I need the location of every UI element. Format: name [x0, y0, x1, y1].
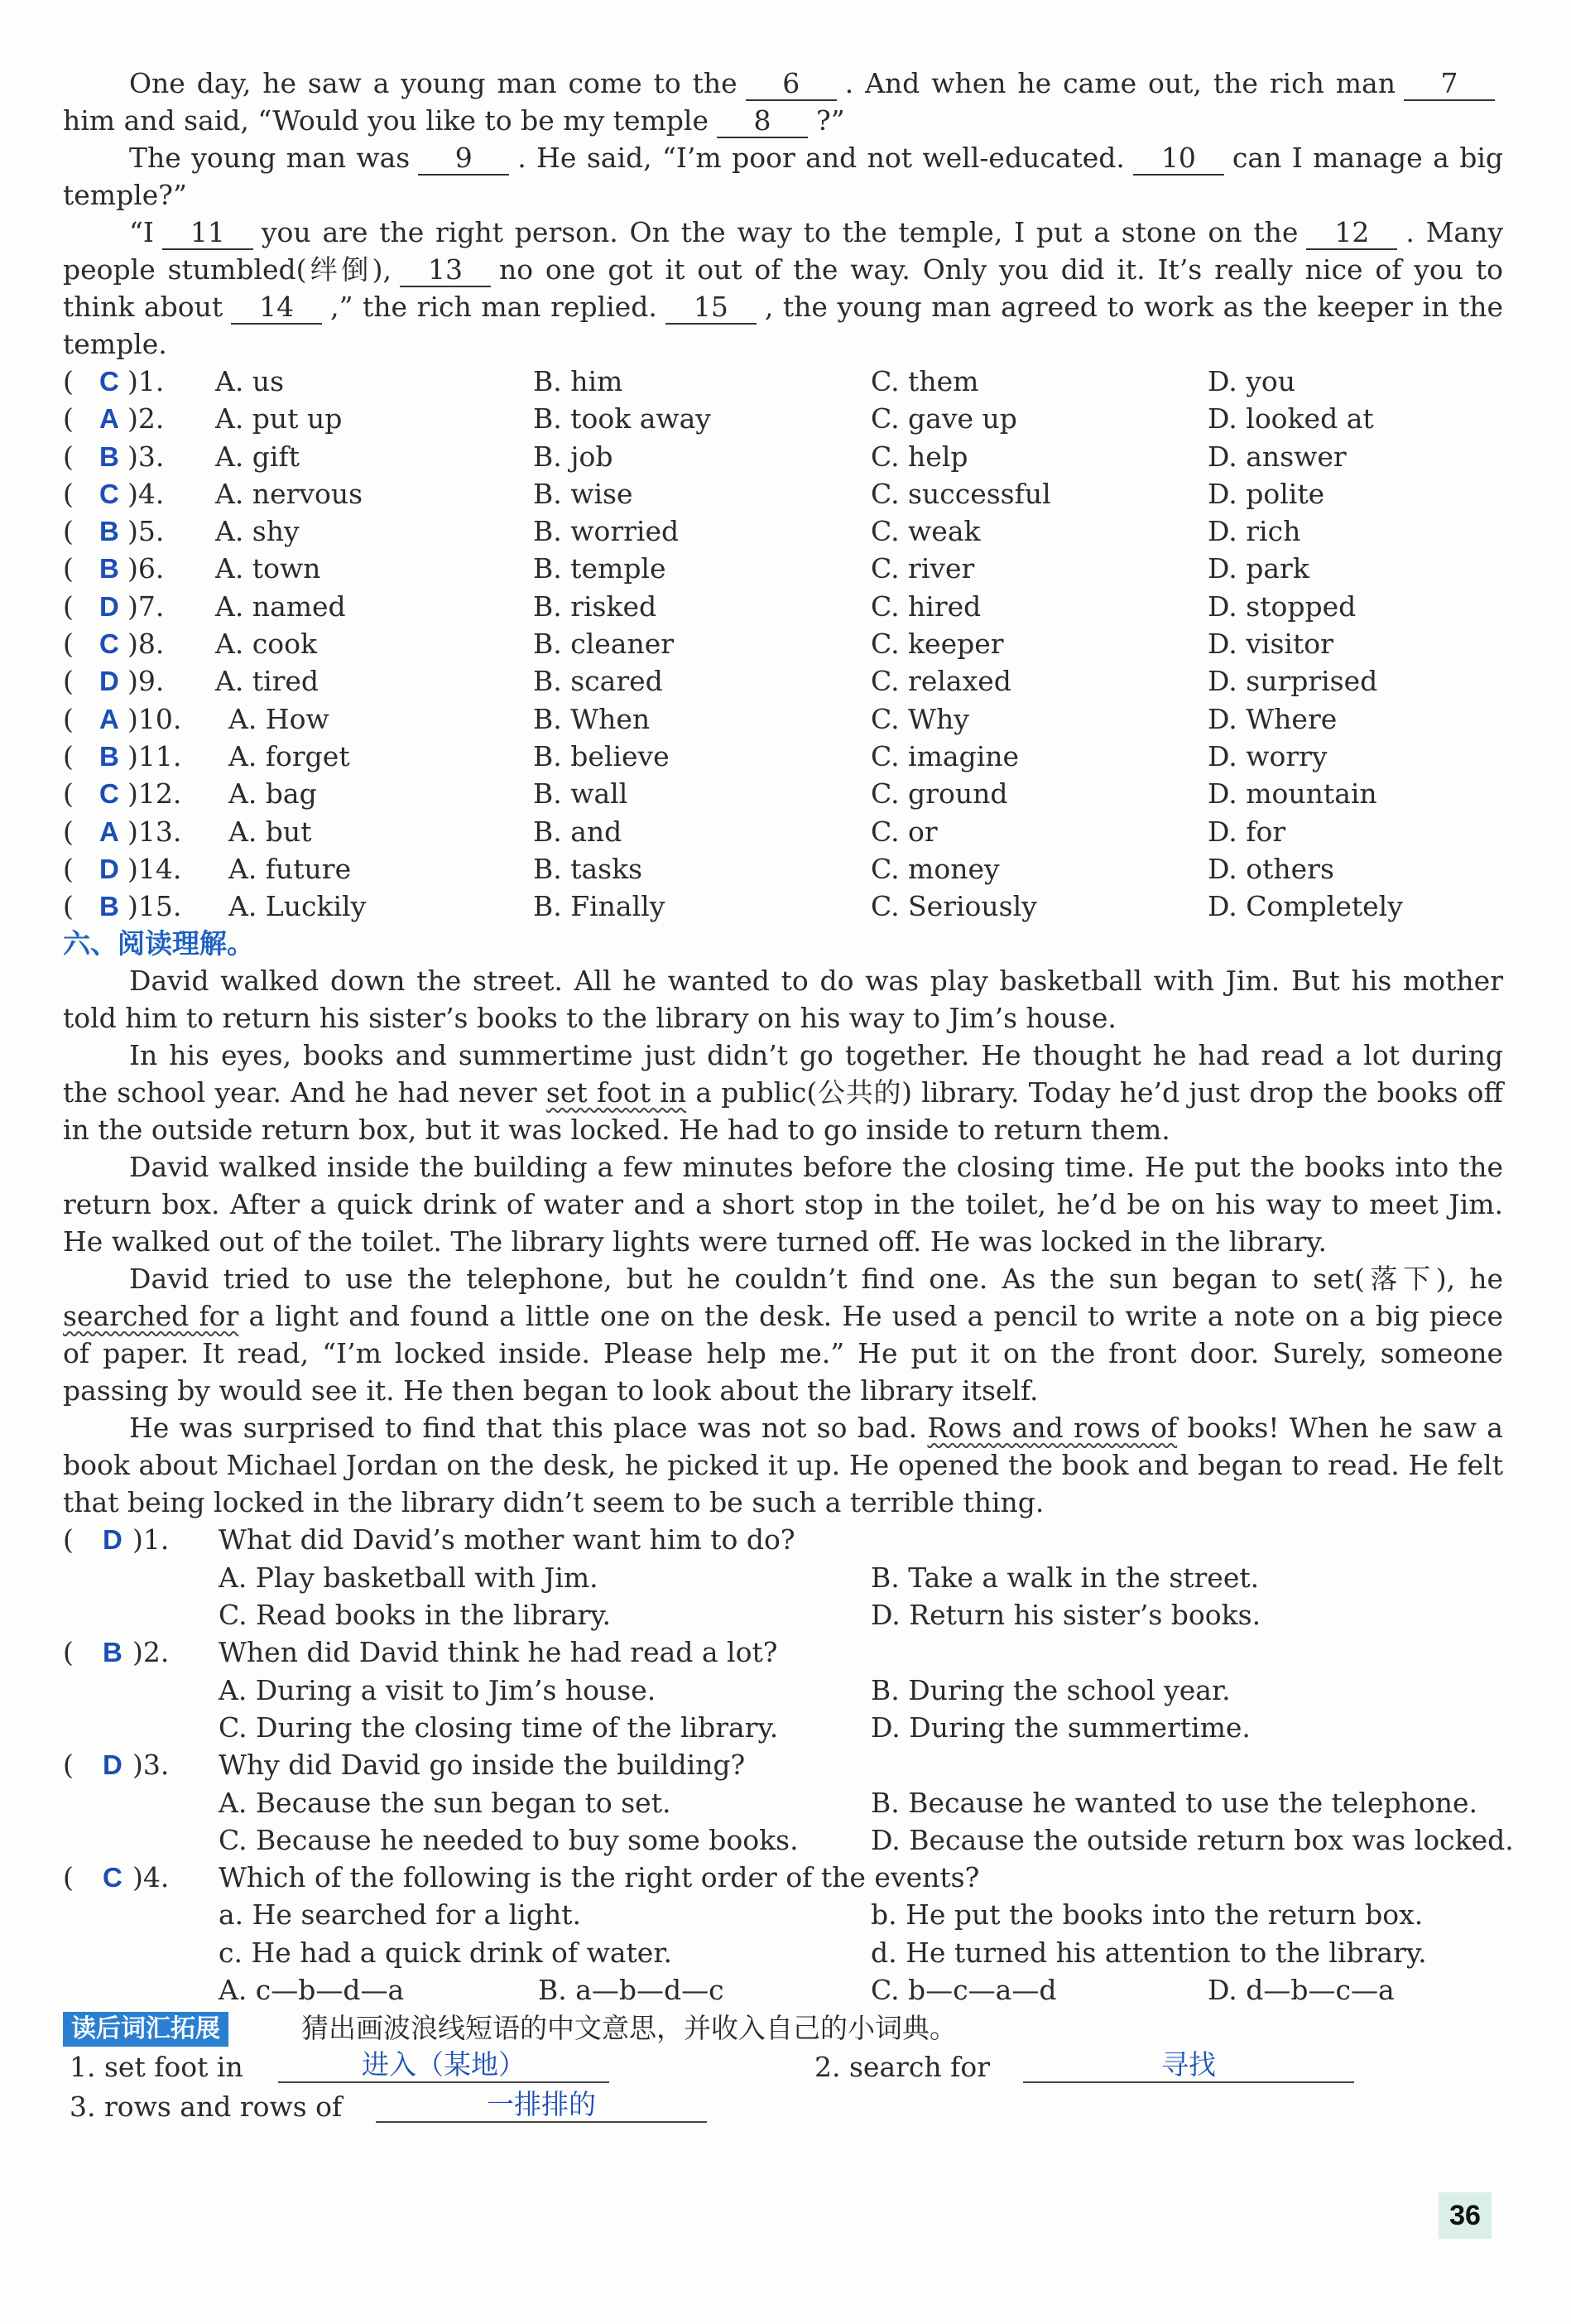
cloze-question-row: ( D )9. A. tired B. scared C. relaxed D. surprised: [63, 662, 1503, 700]
answer-mark: D: [103, 1524, 123, 1556]
blank-9: 9: [418, 142, 509, 176]
reading-question-4: ( C )4. Which of the following is the right order of the events? a. He searched for a light. b. He put the books into the return box. c. He had a quick drink of water. d. He turned his attention to the library. A. c—b—d—a B. a—b—d—c C. b—c—a—d D. d—b—c—a: [63, 1859, 1503, 2009]
vocab-tag: 读后词汇拓展: [63, 2012, 228, 2047]
blank-13: 13: [400, 254, 491, 287]
answer-mark: C: [103, 1862, 123, 1893]
answer-mark: B: [99, 516, 119, 547]
vocab-row-1: 1. set foot in 进入（某地） 2. search for 寻找: [63, 2048, 1503, 2088]
vocab-row-2: 3. rows and rows of 一排排的: [63, 2088, 1503, 2128]
reading-paragraph-1: David walked down the street. All he wanted to do was play basketball with Jim. But his mother told him to return his sister’s books to the library on his way to Jim’s house.: [63, 965, 1503, 1035]
blank-6: 6: [746, 68, 837, 101]
answer-mark: B: [103, 1637, 123, 1668]
answer-mark: B: [99, 440, 119, 472]
reading-paragraph-2: In his eyes, books and summertime just didn’t go together. He thought he had read a lot during the school year. And he had never set foot in a public(公共的) library. Today he’d just drop the books off in the outside return box, but it was locked. He had to go inside to return them.: [63, 1039, 1503, 1147]
blank-14: 14: [231, 291, 322, 325]
answer-mark: D: [99, 853, 119, 884]
blank-15: 15: [665, 291, 757, 325]
answer-mark: D: [99, 666, 119, 697]
reading-paragraph-5: He was surprised to find that this place was not so bad. Rows and rows of books! When he saw a book about Michael Jordan on the desk, he picked it up. He opened the book and began to read. He felt that being locked in the library didn’t seem to be such a terrible thing.: [63, 1412, 1503, 1519]
cloze-question-row: ( C )12. A. bag B. wall C. ground D. mountain: [63, 775, 1503, 812]
answer-mark: A: [99, 816, 119, 847]
cloze-question-row: ( C )1. A. us B. him C. them D. you: [63, 363, 1503, 400]
reading-paragraph-4: David tried to use the telephone, but he couldn’t find one. As the sun began to set(落下), he searched for a light and found a little one on the desk. He used a pencil to write a note on a big piece of paper. It read, “I’m locked inside. Please help me.” He put it on the front door. Surely, someone passing by would see it. He then began to look about the library itself.: [63, 1263, 1503, 1407]
answer-mark: B: [99, 740, 119, 772]
cloze-question-row: ( C )4. A. nervous B. wise C. successful D. polite: [63, 475, 1503, 512]
blank-8: 8: [717, 105, 808, 138]
answer-mark: C: [99, 778, 119, 810]
cloze-question-row: ( A )10. A. How B. When C. Why D. Where: [63, 700, 1503, 738]
vocab-instruction: 猜出画波浪线短语的中文意思，并收入自己的小词典。: [301, 2012, 957, 2045]
blank-10: 10: [1133, 142, 1224, 176]
answer-mark: A: [99, 403, 119, 435]
wavy-phrase: Rows and rows of: [927, 1412, 1178, 1445]
answer-mark: B: [99, 891, 119, 922]
reading-paragraph-3: David walked inside the building a few minutes before the closing time. He put the books into the return box. After a quick drink of water and a short stop in the toilet, he’d be on his way to meet Jim. He walked out of the toilet. The library lights were turned off. He was locked in the library.: [63, 1151, 1503, 1258]
cloze-paragraph-3: “I 11 you are the right person. On the way to the temple, I put a stone on the 12 . Many people stumbled(绊倒), 13 no one got it out of the way. Only you did it. It’s really nice of you to think about 14 ,” the rich man replied. 15 , the young man agreed to work as the keeper in the temple.: [63, 216, 1504, 360]
cloze-paragraph-1: One day, he saw a young man come to the 6 . And when he came out, the rich man 7him and said, “Would you like to be my temple 8 ?”: [63, 65, 1503, 139]
answer-mark: D: [99, 590, 119, 622]
vocab-answer: 一排排的: [376, 2088, 707, 2123]
blank-11: 11: [162, 217, 253, 250]
cloze-options: [63, 363, 1503, 925]
answer-mark: B: [99, 553, 119, 585]
cloze-question-row: ( B )15. A. Luckily B. Finally C. Seriously D. Completely: [63, 888, 1503, 925]
cloze-question-row: ( B )5. A. shy B. worried C. weak D. rich: [63, 512, 1503, 550]
wavy-phrase: set foot in: [545, 1076, 687, 1109]
cloze-question-row: ( A )13. A. but B. and C. or D. for: [63, 813, 1503, 850]
blank-12: 12: [1306, 217, 1397, 250]
cloze-question-row: ( B )11. A. forget B. believe C. imagine D. worry: [63, 738, 1503, 775]
vocab-answer: 进入（某地）: [278, 2048, 609, 2083]
answer-mark: C: [99, 366, 119, 397]
cloze-paragraph-2: The young man was 9 . He said, “I’m poor and not well-educated. 10 can I manage a big temple?”: [63, 142, 1503, 211]
wavy-phrase: searched for: [63, 1300, 239, 1333]
answer-mark: D: [103, 1749, 123, 1781]
answer-mark: C: [99, 628, 119, 660]
vocab-answer: 寻找: [1023, 2048, 1354, 2083]
vocab-extension-header: [63, 2009, 1503, 2048]
reading-question-3: ( D )3. Why did David go inside the building? A. Because the sun began to set. B. Because he wanted to use the telephone. C. Because he needed to buy some books. D. Because the outside return box was locked.: [63, 1746, 1503, 1859]
reading-question-1: ( D )1. What did David’s mother want him to do? A. Play basketball with Jim. B. Take a walk in the street. C. Read books in the library. D. Return his sister’s books.: [63, 1521, 1503, 1634]
worksheet-page: [63, 65, 1514, 2128]
cloze-question-row: ( D )7. A. named B. risked C. hired D. stopped: [63, 588, 1503, 625]
cloze-question-row: ( C )8. A. cook B. cleaner C. keeper D. visitor: [63, 625, 1503, 662]
cloze-question-row: ( A )2. A. put up B. took away C. gave up D. looked at: [63, 400, 1503, 437]
cloze-question-row: ( D )14. A. future B. tasks C. money D. others: [63, 850, 1503, 888]
cloze-question-row: ( B )6. A. town B. temple C. river D. park: [63, 550, 1503, 587]
section-title-reading: 六、阅读理解。: [63, 927, 254, 960]
page-number: 36: [1439, 2192, 1492, 2239]
blank-7: 7: [1404, 68, 1495, 101]
reading-question-2: ( B )2. When did David think he had read a lot? A. During a visit to Jim’s house. B. During the school year. C. During the closing time of the library. D. During the summertime.: [63, 1634, 1503, 1746]
answer-mark: A: [99, 703, 119, 734]
cloze-question-row: ( B )3. A. gift B. job C. help D. answer: [63, 438, 1503, 475]
answer-mark: C: [99, 478, 119, 509]
